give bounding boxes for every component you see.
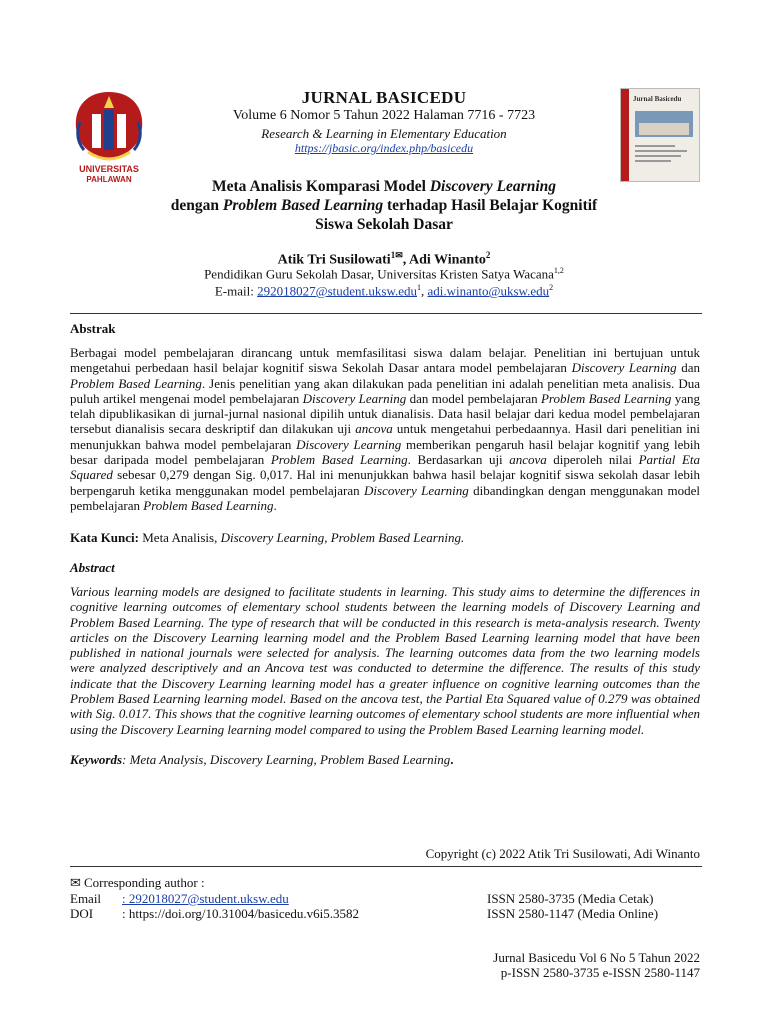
journal-url[interactable] — [0, 141, 768, 156]
email-link-2[interactable]: adi.winanto@uksw.edu — [427, 283, 550, 299]
abstract-heading: Abstract — [70, 560, 115, 575]
paper-title-line-3: Siswa Sekolah Dasar — [315, 216, 453, 233]
abstrak-text: . Jenis penelitian yang akan dilakukan pada penelitian ini adalah penelitian meta analisis. Dua puluh artikel mengenai model pembelajaran — [70, 375, 700, 406]
abstrak-italic: Discovery Learning — [364, 482, 469, 498]
cover-title: Jurnal Basicedu — [633, 95, 682, 103]
affiliation — [0, 266, 768, 282]
abstrak-text: untuk mengetahui perbedaannya. Hasil dari penelitian ini menunjukkan bahwa model pembelajaran — [70, 421, 700, 452]
footer-email-label: Email — [70, 891, 102, 906]
abstrak-text: . Berdasarkan uji — [407, 452, 510, 468]
keywords-text: : Meta Analysis, Discovery Learning, Problem Based Learning — [122, 752, 451, 767]
author-superscript: 2 — [485, 250, 491, 260]
footer-email-link[interactable]: : 292018027@student.uksw.edu — [122, 891, 289, 906]
footer-journal-line-2: p-ISSN 2580-3735 e-ISSN 2580-1147 — [500, 965, 700, 980]
corresponding-author — [70, 875, 205, 891]
email-superscript: 1 — [417, 283, 422, 292]
issn-online: ISSN 2580-1147 (Media Online) — [487, 906, 659, 921]
abstrak-text: dibandingkan dengan menggunakan model pembelajaran — [70, 482, 700, 513]
abstrak-heading: Abstrak — [70, 321, 116, 336]
title-text: terhadap Hasil Belajar Kognitif — [383, 197, 598, 214]
title-italic: Problem Based Learning — [222, 197, 384, 214]
abstrak-italic: Discovery Learning — [571, 360, 677, 376]
abstrak-italic: Problem Based Learning — [540, 390, 672, 406]
kata-kunci-text: Meta Analisis, — [138, 530, 221, 545]
abstrak-italic: Discovery Learning — [296, 436, 402, 452]
kata-kunci — [70, 530, 464, 546]
keywords — [70, 752, 453, 768]
abstrak-text: sebesar 0,279 dengan Sig. 0,017. Hal ini menunjukkan bahwa hasil belajar kognitif siswa sekolah dasar lebih berpengaruh ketika menggunakan model pembelajaran — [70, 467, 700, 498]
affiliation-text: Pendidikan Guru Sekolah Dasar, Universitas Kristen Satya Wacana — [204, 266, 554, 282]
abstrak-text: dan — [676, 360, 700, 376]
kata-kunci-italic: Discovery Learning, Problem Based Learning. — [220, 530, 465, 545]
paper-title-line-1 — [0, 178, 768, 196]
journal-url-link[interactable]: https://jbasic.org/index.php/basicedu — [294, 141, 474, 155]
keywords-label: Keywords — [70, 752, 122, 767]
title-text: dengan — [170, 197, 223, 214]
abstrak-text: memberikan pengaruh hasil belajar kognitif yang lebih besar daripada model pembelajaran — [70, 436, 701, 468]
keywords-end: . — [450, 752, 454, 767]
abstrak-text: yang telah dipublikasikan di jurnal-jurnal nasional dipilih untuk dianalisis. Data hasil belajar dari kedua model pembelajaran tersebut dianalisis secara deskriptif dan dilakukan uji — [70, 390, 700, 437]
author-superscript: 1✉ — [390, 250, 403, 260]
corresponding-label: Corresponding author : — [84, 875, 205, 890]
title-text: Meta Analisis Komparasi Model — [212, 178, 430, 195]
author-name: Atik Tri Susilowati — [277, 252, 391, 268]
abstrak-italic: Problem Based Learning — [270, 452, 408, 468]
journal-volume: Volume 6 Nomor 5 Tahun 2022 Halaman 7716 - 7723 — [232, 108, 536, 123]
abstrak-italic: Partial Eta Squared — [70, 452, 701, 483]
abstrak-italic: ancova — [509, 452, 547, 468]
email-link-1[interactable]: 292018027@student.uksw.edu — [257, 283, 418, 299]
abstrak-text: dan model pembelajaran — [406, 390, 541, 406]
footer-journal-info — [493, 950, 700, 980]
paper-title-line-2 — [0, 197, 768, 215]
abstrak-italic: Discovery Learning — [302, 390, 407, 406]
abstract-body: Various learning models are designed to facilitate students in learning. This study aims to determine the differences in cognitive learning outcomes of elementary school students between the learning models of Discovery Learning and Problem Based Learning. The type of research that will be conducted in this research is meta-analysis research. Twenty articles on the Discovery Learning learning model and the Problem Based Learning learning model that have been published in national journals were selected for analysis. The learning outcomes data from the two learning models were analyzed descriptively and an Ancova test was conducted to determine the difference. The results of this study indicate that the Discovery Learning learning model has a greater influence on cognitive learning outcomes than the Problem Based Learning learning model. Based on the ancova test, the Partial Eta Squared value of 0.279 was obtained with Sig. 0.017. This shows that the cognitive learning outcomes of elementary school students are more influential when using the Discovery Learning learning model compared to using the Problem Based Learning learning model. — [70, 584, 700, 737]
logo-text-bottom: PAHLAWAN — [86, 175, 132, 184]
abstrak-body — [70, 345, 700, 513]
logo-text-top: UNIVERSITAS — [79, 164, 139, 174]
divider-footer — [70, 866, 702, 867]
journal-name: JURNAL BASICEDU — [301, 88, 467, 107]
title-italic: Discovery Learning — [429, 178, 556, 195]
author-name: Adi Winanto — [408, 252, 486, 268]
abstrak-italic: Problem Based Learning — [70, 375, 202, 391]
footer-doi-label: DOI — [70, 906, 94, 921]
affiliation-superscript: 1,2 — [553, 266, 564, 275]
email-superscript: 2 — [549, 283, 554, 292]
footer-doi-value[interactable]: : https://doi.org/10.31004/basicedu.v6i5.3582 — [122, 906, 360, 921]
abstrak-text: . — [273, 497, 277, 513]
author-separator: , — [402, 252, 409, 268]
envelope-icon: ✉ — [70, 875, 81, 890]
divider-top — [70, 313, 702, 314]
abstrak-italic: ancova — [355, 421, 393, 437]
email-label: E-mail: — [214, 283, 258, 299]
kata-kunci-label: Kata Kunci: — [70, 530, 139, 545]
abstrak-italic: Problem Based Learning — [143, 497, 274, 513]
footer-email-value[interactable] — [122, 891, 289, 907]
copyright-notice: Copyright (c) 2022 Atik Tri Susilowati, Adi Winanto — [425, 846, 700, 861]
author-emails — [0, 283, 768, 299]
issn-print: ISSN 2580-3735 (Media Cetak) — [487, 891, 654, 906]
abstrak-text: Berbagai model pembelajaran dirancang untuk memfasilitasi siswa dalam belajar. Penelitian ini bertujuan untuk mengetahui perbedaan hasil belajar kognitif siswa Sekolah Dasar antara model pembelajaran — [70, 345, 700, 376]
email-separator: , — [421, 283, 428, 299]
journal-subtitle: Research & Learning in Elementary Education — [261, 126, 507, 141]
footer-journal-line-1: Jurnal Basicedu Vol 6 No 5 Tahun 2022 — [493, 950, 700, 965]
abstrak-text: diperoleh nilai — [546, 452, 639, 468]
